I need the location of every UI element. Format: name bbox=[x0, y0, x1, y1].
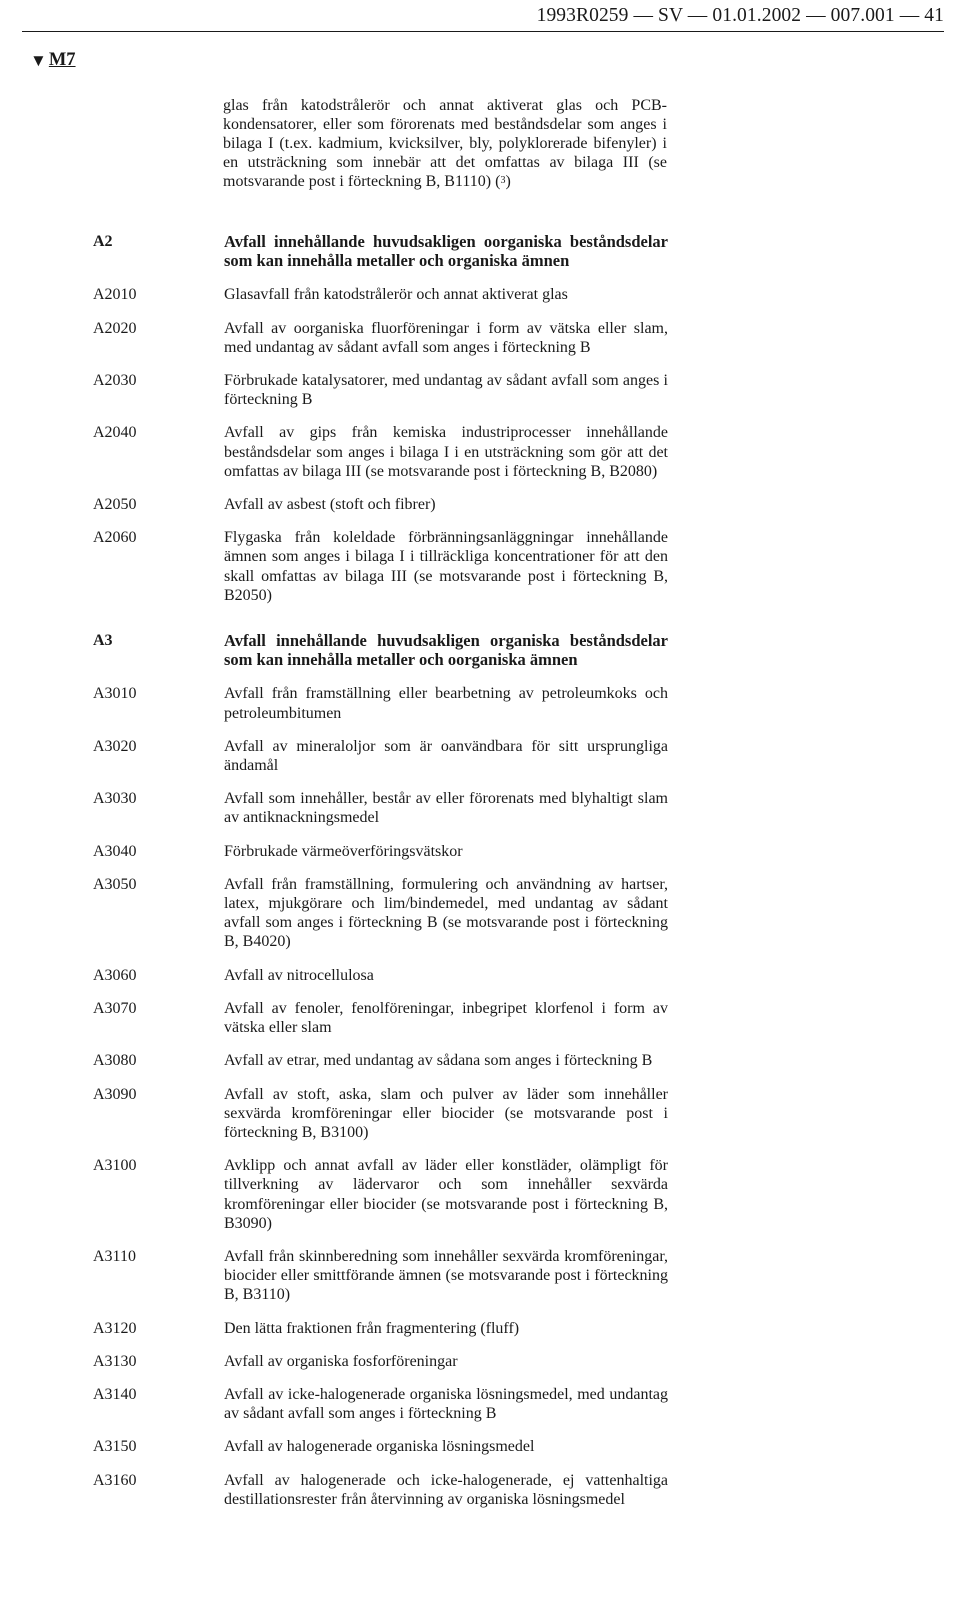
entry-code: A3040 bbox=[93, 842, 137, 860]
footnote-reference: 3 bbox=[500, 175, 506, 186]
intro-text-end: ) bbox=[505, 173, 511, 190]
entry-description: Flygaska från koleldade förbränningsanläggningar innehållande ämnen som anges i bilaga I i tillräckliga koncentrationer för att den skall omfattas av bilaga III (se motsvarande post i förteckning B, B2050) bbox=[224, 529, 668, 604]
entry-code: A3130 bbox=[93, 1352, 137, 1370]
list-item bbox=[0, 1437, 960, 1456]
list-item bbox=[0, 789, 960, 827]
entry-code: A3110 bbox=[93, 1247, 136, 1265]
entry-description: Avfall innehållande huvudsakligen organiska beståndsdelar som kan innehålla metaller och oorganiska ämnen bbox=[224, 631, 668, 670]
entry-description: Förbrukade värmeöverföringsvätskor bbox=[224, 842, 463, 860]
entry-code: A2060 bbox=[93, 529, 137, 547]
entry-description: Avfall av asbest (stoft och fibrer) bbox=[224, 496, 436, 514]
entry-description: Avfall av gips från kemiska industriprocesser innehållande beståndsdelar som anges i bilaga I i en utsträckning som gör att det omfattas av bilaga III (se motsvarande post i förteckning B, B2080) bbox=[224, 424, 668, 480]
entry-description: Avfall från skinnberedning som innehåller sexvärda kromföreningar, biocider eller smittförande ämnen (se motsvarande post i förteckning B, B3110) bbox=[224, 1247, 668, 1304]
entry-description: Avfall från framställning eller bearbetning av petroleumkoks och petroleumbitumen bbox=[224, 685, 668, 722]
list-item bbox=[0, 528, 960, 605]
list-item bbox=[0, 1156, 960, 1233]
entry-code: A3090 bbox=[93, 1085, 137, 1103]
entry-description: Avfall från framställning, formulering och användning av hartser, latex, mjukgörare och lim/bindemedel, med undantag av sådant avfall som anges i förteckning B (se motsvarande post i förteckning B, B4020) bbox=[224, 875, 668, 951]
list-item bbox=[0, 1319, 960, 1338]
list-item bbox=[0, 875, 960, 952]
entry-description: Avfall av mineraloljor som är oanvändbara för sitt ursprungliga ändamål bbox=[224, 737, 668, 775]
entry-code: A2030 bbox=[93, 372, 137, 390]
intro-text: glas från katodstrålerör och annat aktiverat glas och PCB-kondensatorer, eller som förorenats med beståndsdelar som anges i bilaga I (t.ex. kadmium, kvicksilver, bly, polyklorerade bifenyler) i en utsträckning som innebär att det omfattas av bilaga III (se motsvarande post i förteckning B, B1110) ( bbox=[223, 97, 667, 190]
amendment-code: M7 bbox=[48, 50, 76, 70]
list-item bbox=[0, 966, 960, 985]
entry-code: A3050 bbox=[93, 875, 137, 893]
entry-code: A3060 bbox=[93, 966, 137, 984]
entry-description: Förbrukade katalysatorer, med undantag av sådant avfall som anges i förteckning B bbox=[224, 372, 668, 409]
list-item bbox=[0, 737, 960, 775]
entry-code: A3020 bbox=[93, 737, 137, 755]
entry-code: A3150 bbox=[93, 1438, 137, 1456]
list-item bbox=[0, 1051, 960, 1070]
entry-description: Avfall av oorganiska fluorföreningar i form av vätska eller slam, med undantag av sådant avfall som anges i förteckning B bbox=[224, 319, 668, 356]
entry-code: A3160 bbox=[93, 1471, 137, 1489]
list-item bbox=[0, 842, 960, 861]
list-item bbox=[0, 319, 960, 357]
entry-description: Avfall av halogenerade organiska lösningsmedel bbox=[224, 1438, 535, 1456]
entry-code: A3 bbox=[93, 632, 113, 650]
entry-code: A3070 bbox=[93, 999, 137, 1017]
entry-code: A3030 bbox=[93, 790, 137, 808]
triangle-down-icon: ▼ bbox=[30, 51, 47, 70]
entry-code: A3010 bbox=[93, 685, 137, 703]
entry-code: A2020 bbox=[93, 319, 137, 337]
entry-description: Avfall av nitrocellulosa bbox=[224, 966, 374, 984]
list-item bbox=[0, 1247, 960, 1305]
header-rule bbox=[22, 31, 944, 32]
entry-description: Avfall innehållande huvudsakligen oorganiska beståndsdelar som kan innehålla metaller och organiska ämnen bbox=[224, 232, 668, 271]
list-item bbox=[0, 684, 960, 722]
entry-description: Avfall av stoft, aska, slam och pulver av läder som innehåller sexvärda kromföreningar eller biocider (se motsvarande post i förteckning B, B3100) bbox=[224, 1085, 668, 1141]
entry-code: A3100 bbox=[93, 1157, 137, 1175]
amendment-marker bbox=[30, 50, 76, 71]
list-item bbox=[0, 999, 960, 1037]
entry-code: A3140 bbox=[93, 1385, 137, 1403]
entry-description: Avfall av organiska fosforföreningar bbox=[224, 1352, 458, 1370]
entry-code: A3080 bbox=[93, 1052, 137, 1070]
entry-description: Avklipp och annat avfall av läder eller konstläder, olämpligt för tillverkning av lädervaror och som innehåller sexvärda kromföreningar eller biocider (se motsvarande post i förteckning B, B3090) bbox=[224, 1157, 668, 1232]
intro-paragraph bbox=[223, 96, 667, 191]
entry-code: A3120 bbox=[93, 1319, 137, 1337]
intro-continuation bbox=[223, 96, 667, 191]
entry-description: Avfall som innehåller, består av eller förorenats med blyhaltigt slam av antiknackningsmedel bbox=[224, 790, 668, 827]
list-item bbox=[0, 1471, 960, 1509]
list-item bbox=[0, 285, 960, 304]
section-heading bbox=[0, 232, 960, 270]
entry-description: Avfall av halogenerade och icke-halogenerade, ej vattenhaltiga destillationsrester från återvinning av organiska lösningsmedel bbox=[224, 1471, 668, 1508]
entry-code: A2040 bbox=[93, 424, 137, 442]
list-item bbox=[0, 423, 960, 481]
list-item bbox=[0, 1385, 960, 1423]
page-header: 1993R0259 — SV — 01.01.2002 — 007.001 — 41 bbox=[536, 5, 944, 26]
section-heading bbox=[0, 631, 960, 669]
entry-description: Avfall av icke-halogenerade organiska lösningsmedel, med undantag av sådant avfall som anges i förteckning B bbox=[224, 1385, 668, 1423]
list-item bbox=[0, 1085, 960, 1143]
entry-description: Den lätta fraktionen från fragmentering (fluff) bbox=[224, 1319, 520, 1337]
entry-description: Glasavfall från katodstrålerör och annat aktiverat glas bbox=[224, 286, 568, 304]
list-item bbox=[0, 1352, 960, 1371]
list-item bbox=[0, 495, 960, 514]
entry-description: Avfall av fenoler, fenolföreningar, inbegripet klorfenol i form av vätska eller slam bbox=[224, 999, 668, 1037]
entry-code: A2 bbox=[93, 233, 113, 250]
list-item bbox=[0, 371, 960, 409]
entry-description: Avfall av etrar, med undantag av sådana som anges i förteckning B bbox=[224, 1052, 653, 1070]
waste-list bbox=[0, 218, 960, 1509]
entry-code: A2050 bbox=[93, 496, 137, 514]
entry-code: A2010 bbox=[93, 286, 137, 304]
